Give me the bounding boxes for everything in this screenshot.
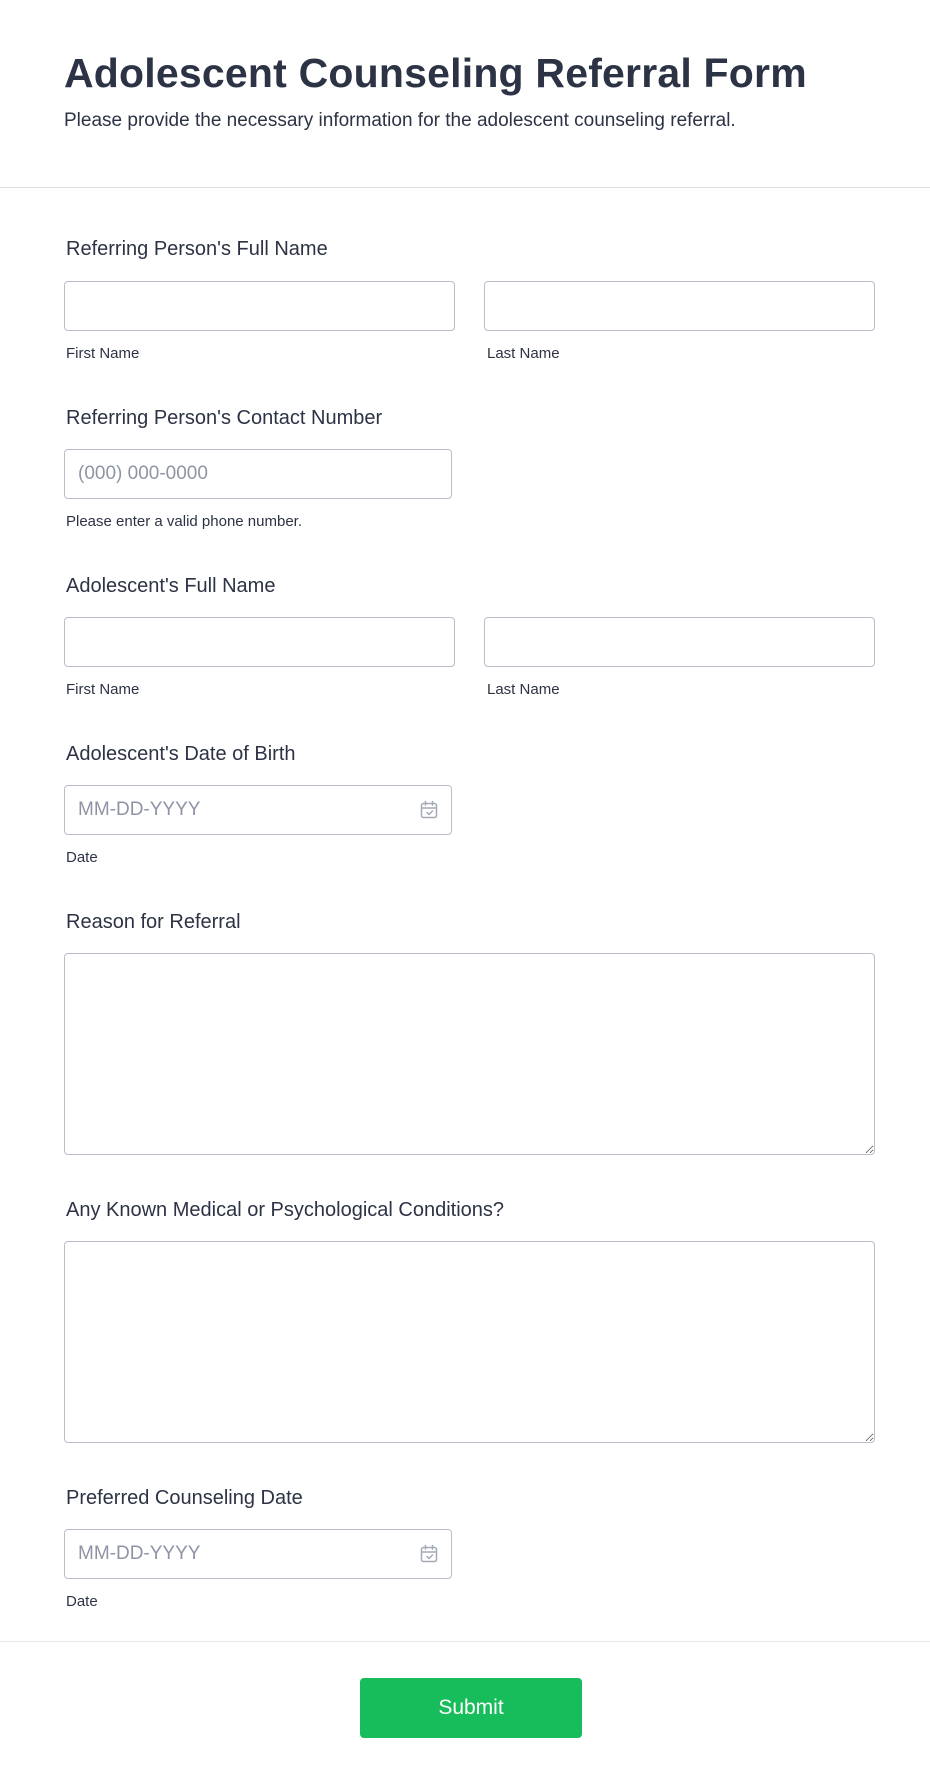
- form-header: [0, 0, 930, 188]
- referrer-last-name-input[interactable]: [484, 281, 875, 331]
- calendar-icon[interactable]: [419, 800, 439, 820]
- referrer-phone-hint: Please enter a valid phone number.: [66, 513, 302, 530]
- adolescent-name-label: Adolescent's Full Name: [66, 575, 276, 597]
- adolescent-first-name-sublabel: First Name: [66, 681, 140, 698]
- adolescent-last-name-sublabel: Last Name: [487, 681, 560, 698]
- preferred-date-input[interactable]: [64, 1529, 452, 1579]
- dob-label: Adolescent's Date of Birth: [66, 743, 296, 765]
- preferred-date-sublabel: Date: [66, 1593, 98, 1610]
- submit-button[interactable]: Submit: [360, 1678, 582, 1738]
- dob-sublabel: Date: [66, 849, 98, 866]
- adolescent-last-name-input[interactable]: [484, 617, 875, 667]
- referrer-first-name-sublabel: First Name: [66, 345, 140, 362]
- referrer-name-label: Referring Person's Full Name: [66, 238, 328, 260]
- form-title: Adolescent Counseling Referral Form: [64, 50, 807, 96]
- conditions-label: Any Known Medical or Psychological Conditions?: [66, 1199, 505, 1221]
- reason-textarea[interactable]: [64, 953, 875, 1155]
- adolescent-first-name-input[interactable]: [64, 617, 455, 667]
- referrer-phone-input[interactable]: [64, 449, 452, 499]
- calendar-icon[interactable]: [419, 1544, 439, 1564]
- preferred-date-label: Preferred Counseling Date: [66, 1487, 303, 1509]
- conditions-textarea[interactable]: [64, 1241, 875, 1443]
- reason-label: Reason for Referral: [66, 911, 241, 933]
- referrer-first-name-input[interactable]: [64, 281, 455, 331]
- footer-divider: [0, 1641, 930, 1642]
- referrer-phone-label: Referring Person's Contact Number: [66, 407, 383, 429]
- referrer-last-name-sublabel: Last Name: [487, 345, 560, 362]
- form-subtitle: Please provide the necessary information for the adolescent counseling referral.: [64, 110, 736, 131]
- dob-input[interactable]: [64, 785, 452, 835]
